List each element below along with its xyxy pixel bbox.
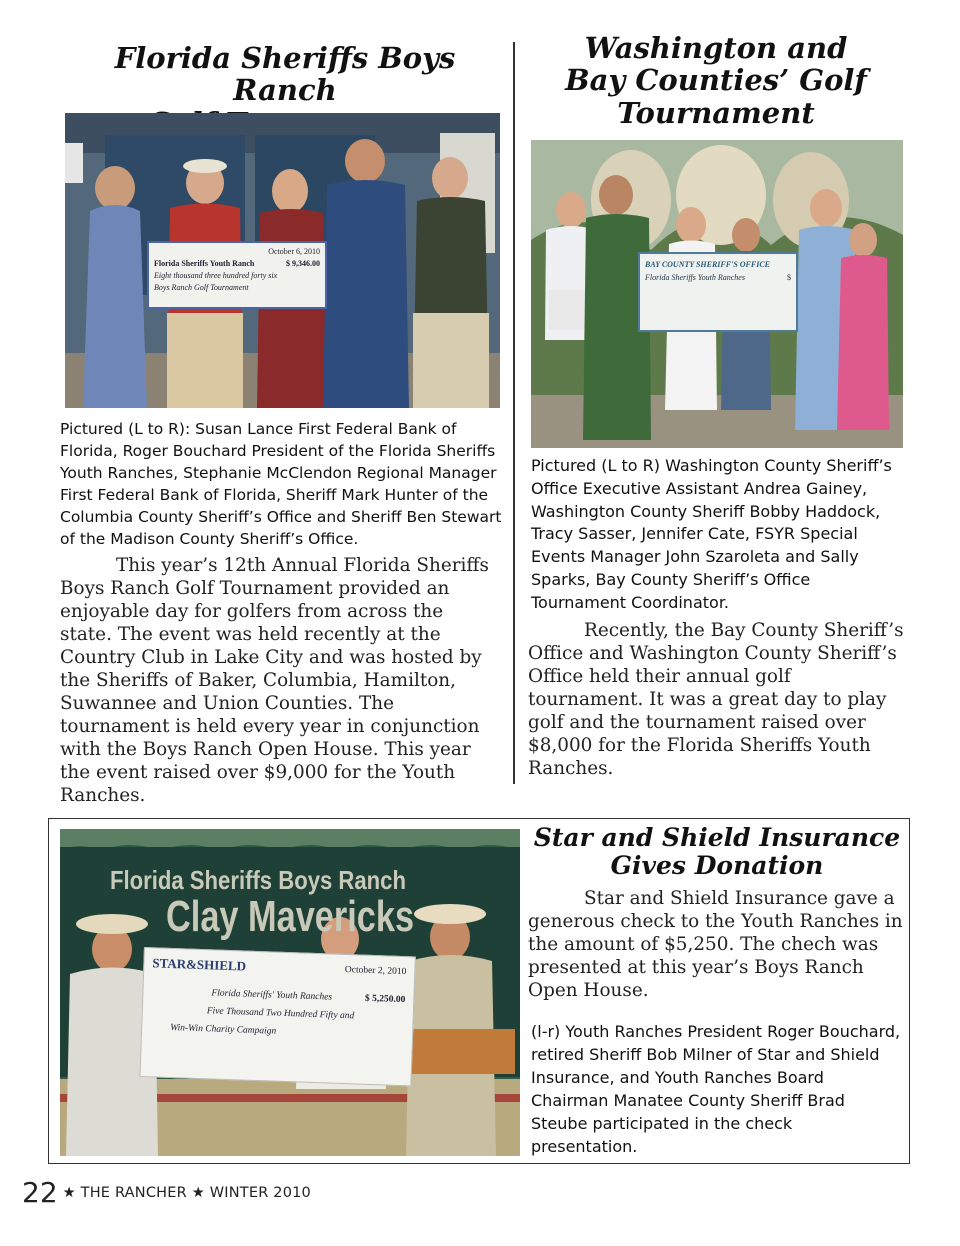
article3-headline-line2: Gives Donation [610,851,824,880]
article1-photo [65,113,500,408]
article1-caption: Pictured (L to R): Susan Lance First Federal Bank of Florida, Roger Bouchard President of the Florida Sheriffs Youth Ranches, Stephanie McClendon Regional Manager First Federal Bank of Florida, Sheriff Mark Hunter of the Columbia County Sheriff’s Office and Sheriff Ben Stewart of the Madison County Sheriff’s Office. [60,420,502,548]
article2-headline-line1: Washington and [584,31,848,65]
article2-headline [530,32,902,129]
article2-check-payee: Florida Sheriffs Youth Ranches [645,273,745,282]
article1-check-memo: Boys Ranch Golf Tournament [154,283,249,292]
article3-body [528,887,906,1002]
publication-line: ★ THE RANCHER ★ WINTER 2010 [62,1184,311,1201]
article1-check [147,241,327,309]
column-divider [513,42,515,784]
article2-check-title: BAY COUNTY SHERIFF'S OFFICE [645,260,770,269]
page-number: 22 [22,1176,58,1209]
article1-check-date: October 6, 2010 [268,247,320,256]
article3-check-date: October 2, 2010 [344,965,407,978]
article3-headline-line1: Star and Shield Insurance [533,823,901,852]
article3-check [139,947,415,1086]
page-footer [22,1176,311,1209]
article3-check-memo: Win-Win Charity Campaign [170,1022,277,1037]
article3-banner-line2: Clay Mavericks [166,892,415,942]
article3-banner [110,867,510,940]
article1-headline-line1: Florida Sheriffs Boys Ranch [114,41,456,108]
article2-body-text: Recently, the Bay County Sheriff’s Office and Washington County Sheriff’s Office held their annual golf tournament. It was a great day to play golf and the tournament raised over $8,000 for the Florida Sheriffs Youth Ranches. [528,620,904,779]
article3-check-written: Five Thousand Two Hundred Fifty and [206,1006,355,1022]
article3-check-amount: $ 5,250.00 [364,993,406,1006]
article1-body [60,554,500,807]
article1-body-text: This year’s 12th Annual Florida Sheriffs Boys Ranch Golf Tournament provided an enjoyable day for golfers from across the state. The event was held recently at the Country Club in Lake City and was hosted by the Sheriffs of Baker, Columbia, Hamilton, Suwannee and Union Counties. The tournament is held every year in conjunction with the Boys Ranch Open House. This year the event raised over $9,000 for the Youth Ranches. [60,555,489,806]
article3-photo [60,829,520,1156]
article3-headline [528,824,906,880]
article3-check-logo: STAR&SHIELD [152,955,247,974]
article2-body [528,619,906,780]
article3-caption: (l-r) Youth Ranches President Roger Bouchard, retired Sheriff Bob Milner of Star and Shield Insurance, and Youth Ranches Board Chairman Manatee County Sheriff Brad Steube participated in the check presentation. [531,1022,901,1156]
article3-body-text: Star and Shield Insurance gave a generous check to the Youth Ranches in the amount of $5,250. The chech was presented at this year’s Boys Ranch Open House. [528,888,903,1001]
article1-check-written: Eight thousand three hundred forty six [154,271,278,280]
article2-check-amount: $ [787,273,791,282]
article3-banner-line1: Florida Sheriffs Boys Ranch [110,865,406,895]
article3-check-payee: Florida Sheriffs' Youth Ranches [211,988,333,1003]
article2-headline-line2: Bay Counties’ Golf [565,63,867,98]
article2-caption: Pictured (L to R) Washington County Sheriff’s Office Executive Assistant Andrea Gainey, Washington County Sheriff Bobby Haddock, Tracy Sasser, Jennifer Cate, FSYR Special Events Manager John Szaroleta and Sally Sparks, Bay County Sheriff’s Office Tournament Coordinator. [531,456,892,612]
article1-check-amount: $ 9,346.00 [286,259,320,268]
article2-photo [531,140,903,448]
article1-check-payee: Florida Sheriffs Youth Ranch [154,259,255,268]
article2-check [638,252,798,332]
article2-headline-line3: Tournament [617,95,815,130]
